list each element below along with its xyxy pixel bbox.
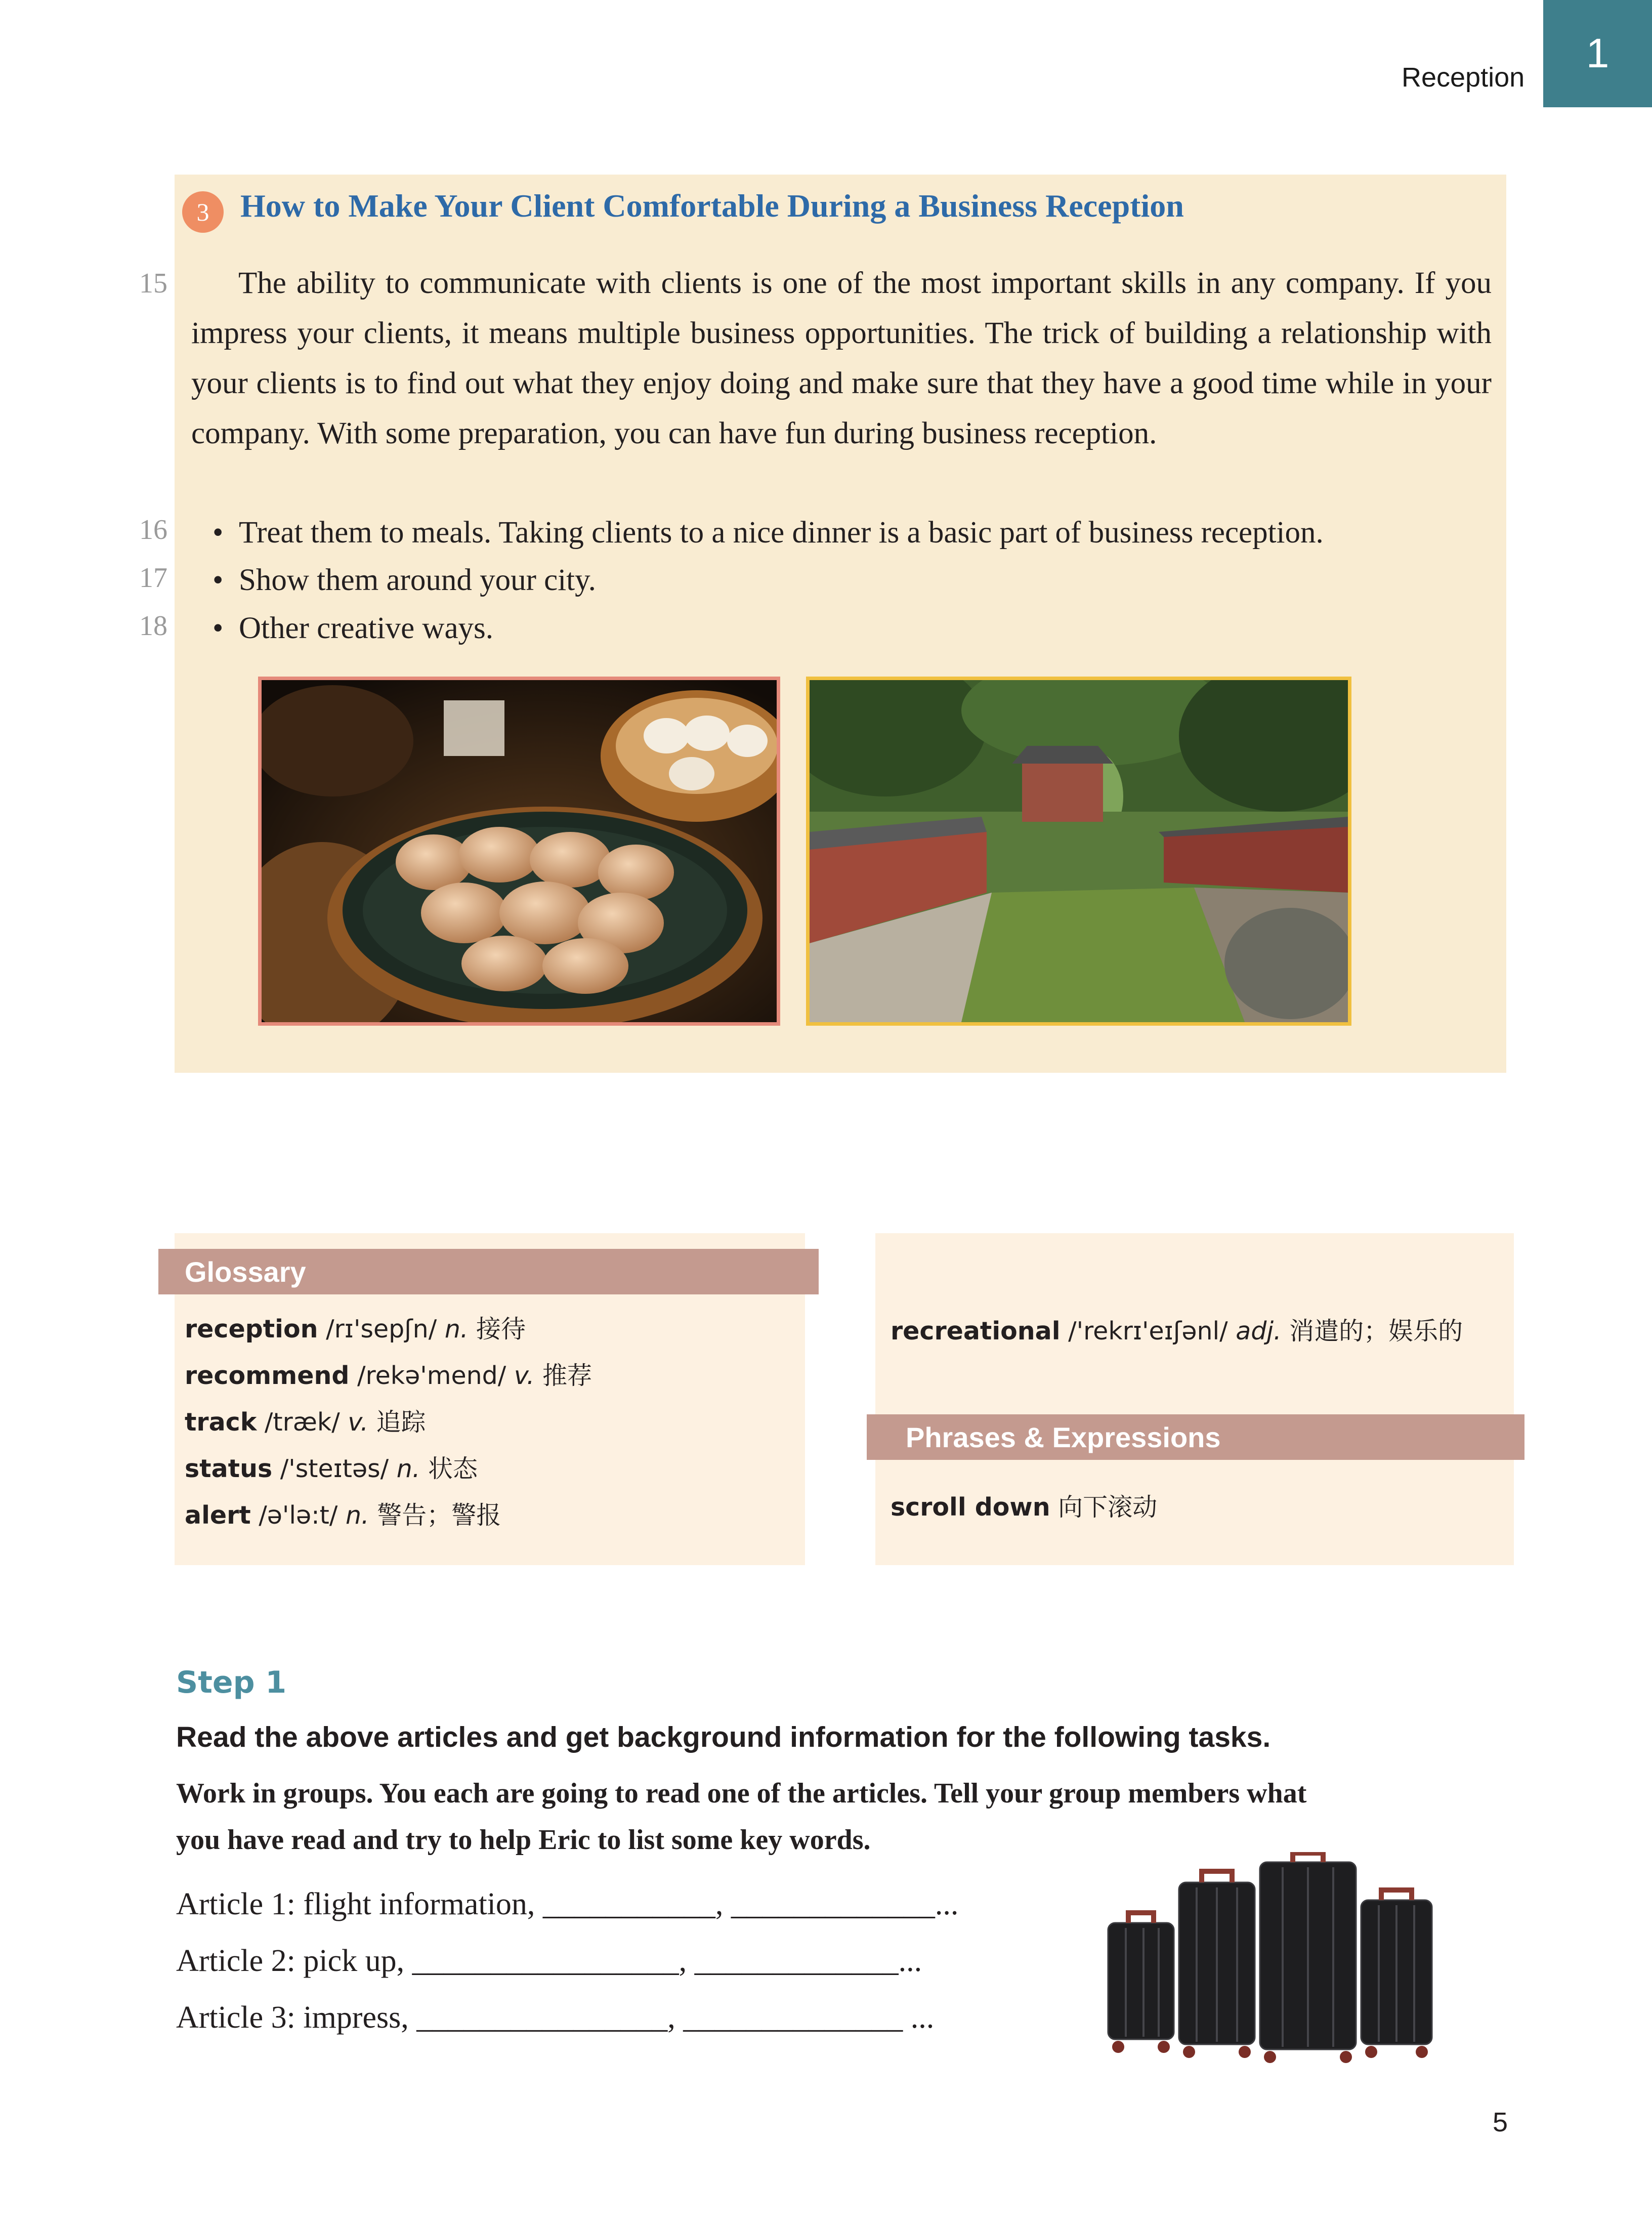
bullet-item — [213, 515, 1324, 551]
glossary-title: Glossary — [185, 1256, 306, 1288]
dumplings-illustration — [262, 680, 777, 1022]
line-number: 18 — [139, 610, 167, 642]
glossary-word: reception — [185, 1315, 318, 1343]
phrase-text: scroll down — [891, 1493, 1050, 1522]
phrases-title: Phrases & Expressions — [906, 1421, 1221, 1453]
bullet-item — [213, 611, 493, 646]
bullet-text: Treat them to meals. Taking clients to a nice dinner is a basic part of business reception. — [239, 516, 1324, 550]
page-number: 5 — [1493, 2107, 1508, 2137]
glossary-meaning: 追踪 — [376, 1408, 426, 1437]
step-title: Step 1 — [176, 1665, 287, 1700]
glossary-meaning: 接待 — [476, 1315, 526, 1343]
article-paragraph — [191, 258, 1492, 458]
article-keywords-line: Article 2: pick up, _________________, _____________... — [176, 1944, 922, 1978]
line-number: 15 — [139, 268, 167, 299]
glossary-meaning: 状态 — [428, 1454, 478, 1483]
dumplings-photo — [258, 677, 780, 1026]
step-task: Work in groups. You each are going to read one of the articles. Tell your group members what you have read and try to help Eric to list some key words. — [176, 1778, 1307, 1856]
article-keywords-line: Article 3: impress, ________________, ______________ ... — [176, 2000, 935, 2035]
bullet-text: Other creative ways. — [239, 611, 494, 645]
glossary-meaning: 警告；警报 — [377, 1501, 501, 1530]
glossary-entry — [185, 1310, 526, 1345]
glossary-phonetic: /træk/ — [264, 1408, 340, 1437]
bullet-dot: • — [213, 516, 224, 550]
glossary-word: recommend — [185, 1361, 350, 1390]
glossary-phonetic: /rɪ'sepʃn/ — [326, 1315, 437, 1343]
chapter-name: Reception — [1402, 62, 1525, 93]
bullet-dot: • — [213, 563, 224, 597]
glossary-entry — [891, 1312, 1463, 1347]
summer-palace-photo — [806, 677, 1351, 1026]
glossary-word: recreational — [891, 1317, 1061, 1346]
phrase-meaning: 向下滚动 — [1058, 1493, 1158, 1522]
glossary-meaning: 推荐 — [542, 1361, 592, 1390]
glossary-word: track — [185, 1408, 257, 1437]
glossary-pos: n. — [345, 1501, 369, 1530]
phrase-entry — [891, 1488, 1157, 1523]
bullet-dot: • — [213, 611, 224, 645]
glossary-entry — [185, 1449, 478, 1485]
step-instruction: Read the above articles and get background information for the following tasks. — [176, 1721, 1271, 1753]
glossary-pos: v. — [348, 1408, 368, 1437]
bullet-item — [213, 563, 596, 598]
article-keywords-line: Article 1: flight information, ___________, _____________... — [176, 1887, 959, 1921]
chapter-number-tab: 1 — [1543, 0, 1652, 107]
canal-illustration — [810, 680, 1348, 1022]
paragraph-text: The ability to communicate with clients is one of the most important skills in any company. If you impress your clients, it means multiple business opportunities. The trick of building a relationship with your clients is to find out what they enjoy doing and make sure that they have a good time while in your company. With some preparation, you can have fun during business reception. — [191, 266, 1492, 450]
glossary-entry — [185, 1403, 426, 1438]
glossary-pos: n. — [444, 1315, 469, 1343]
glossary-phonetic: /'rekrɪ'eɪʃənl/ — [1068, 1317, 1228, 1346]
glossary-word: alert — [185, 1501, 251, 1530]
line-number: 16 — [139, 514, 167, 545]
glossary-word: status — [185, 1454, 273, 1483]
luggage-icon — [1098, 1852, 1447, 2065]
glossary-pos: v. — [514, 1361, 535, 1390]
glossary-phonetic: /rekə'mend/ — [357, 1361, 506, 1390]
glossary-pos: n. — [396, 1454, 420, 1483]
line-number: 17 — [139, 562, 167, 594]
section-number-badge: 3 — [182, 191, 224, 233]
article-title: How to Make Your Client Comfortable During a Business Reception — [240, 188, 1184, 224]
bullet-text: Show them around your city. — [239, 563, 596, 597]
glossary-entry — [185, 1496, 501, 1531]
glossary-meaning: 消遣的；娱乐的 — [1289, 1317, 1463, 1346]
glossary-phonetic: /'steɪtəs/ — [280, 1454, 389, 1483]
glossary-entry — [185, 1356, 592, 1392]
glossary-pos: adj. — [1236, 1317, 1282, 1346]
glossary-phonetic: /ə'lə:t/ — [259, 1501, 338, 1530]
